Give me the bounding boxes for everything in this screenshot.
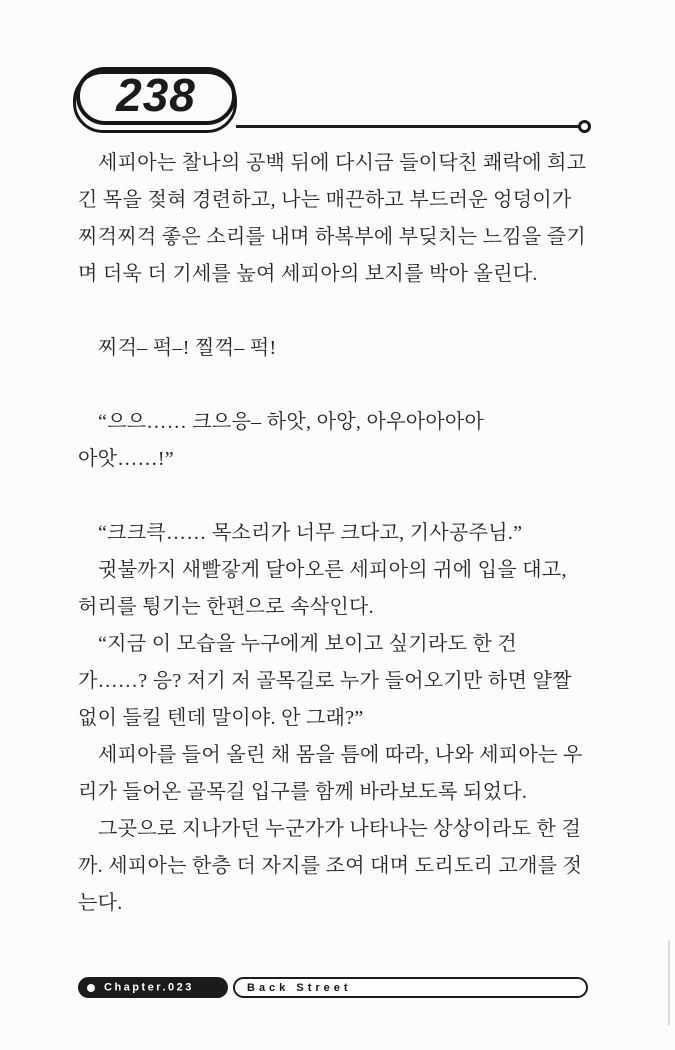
text-line: 는다. (78, 892, 123, 914)
page-edge-shadow (668, 940, 670, 1025)
text-line: 며 더욱 더 기세를 높여 세피아의 보지를 박아 올린다. (78, 263, 538, 285)
blank-line (78, 367, 618, 404)
text-line: 세피아는 찰나의 공백 뒤에 다시금 들이닥친 쾌락에 희고 (98, 152, 587, 174)
body-text (78, 145, 618, 922)
text-line: 귓불까지 새빨갛게 달아오른 세피아의 귀에 입을 대고, (98, 559, 567, 581)
text-line: “크크큭…… 목소리가 너무 크다고, 기사공주님.” (98, 522, 523, 544)
text-line: 리가 들어온 골목길 입구를 함께 바라보도록 되었다. (78, 781, 528, 803)
text-line: 가……? 응? 저기 저 골목길로 누가 들어오기만 하면 얄짤 (78, 670, 572, 692)
section-label: Back Street (247, 981, 352, 994)
section-badge (233, 977, 588, 998)
text-line: 그곳으로 지나가던 누군가가 나타나는 상상이라도 한 걸 (98, 818, 582, 840)
text-line: 찌걱– 퍽–! 찔꺽– 퍽! (98, 337, 277, 359)
page-number-badge (76, 67, 236, 125)
text-line: 세피아를 들어 올린 채 몸을 틈에 따라, 나와 세피아는 우 (98, 744, 583, 766)
text-line: 긴 목을 젖혀 경련하고, 나는 매끈하고 부드러운 엉덩이가 (78, 189, 572, 211)
text-line: 허리를 튕기는 한편으로 속삭인다. (78, 596, 374, 618)
chapter-bullet-icon (87, 984, 95, 992)
text-line: 까. 세피아는 한층 더 자지를 조여 대며 도리도리 고개를 젓 (78, 855, 583, 877)
blank-line (78, 478, 618, 515)
header-rule (236, 125, 580, 128)
text-line: 찌걱찌걱 좋은 소리를 내며 하복부에 부딪치는 느낌을 즐기 (78, 226, 586, 248)
text-line: “지금 이 모습을 누구에게 보이고 싶기라도 한 건 (98, 633, 518, 655)
page-number: 238 (116, 69, 196, 121)
text-line: “으으…… 크으응– 하앗, 아앙, 아우아아아아 (98, 411, 485, 433)
chapter-badge (78, 977, 228, 998)
blank-line (78, 293, 618, 330)
text-line: 없이 들킬 텐데 말이야. 안 그래?” (78, 707, 364, 729)
chapter-label: Chapter.023 (104, 981, 194, 993)
rule-end-ring-icon (578, 120, 591, 133)
text-line: 아앗……!” (78, 448, 174, 470)
